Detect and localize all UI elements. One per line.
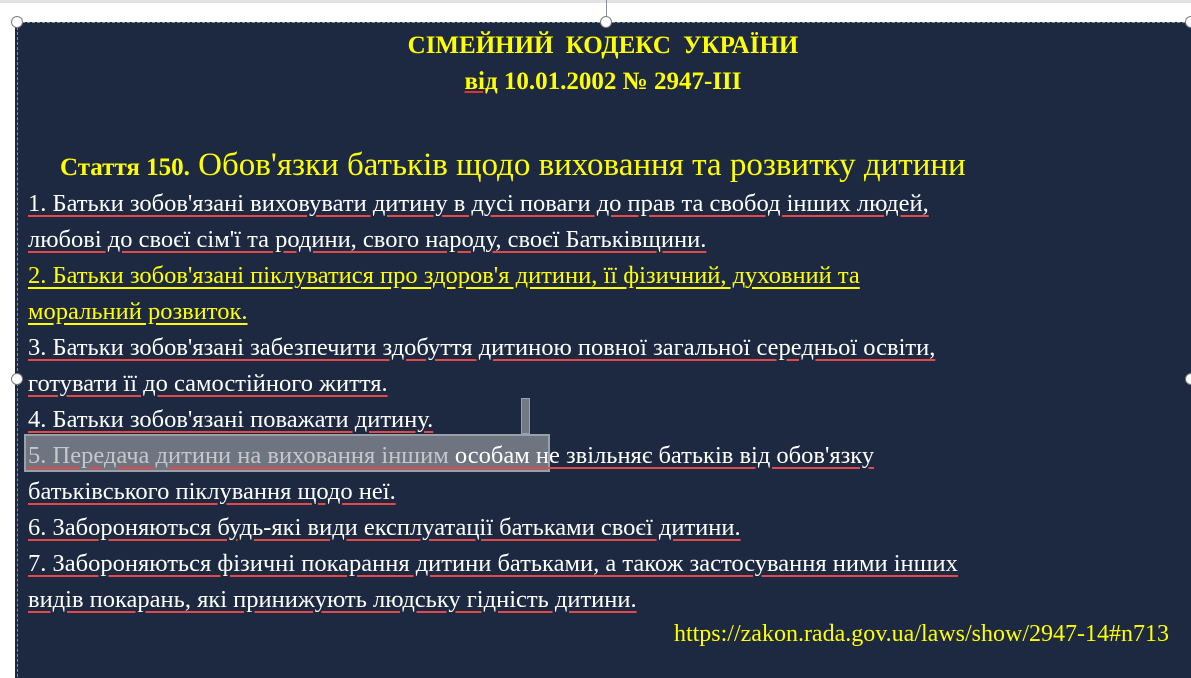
paragraph-7-line-2: видів покарань, які принижують людську гідність дитини.: [28, 586, 637, 613]
paragraph-6: 6. Забороняються будь-які види експлуатації батьками своєї дитини.: [28, 514, 741, 541]
article-number: Стаття 150.: [60, 154, 190, 181]
paragraph-2-line-1: 2. Батьки зобов'язані піклуватися про здоров'я дитини, її фізичний, духовний та: [28, 262, 860, 289]
selected-text[interactable]: 5. Передача дитини на виховання іншим: [28, 442, 449, 469]
code-title: СІМЕЙНИЙ КОДЕКС УКРАЇНИ: [407, 32, 799, 59]
paragraph-1-line-2: любові до своєї сім'ї та родини, свого народу, своєї Батьківщини.: [28, 226, 707, 253]
paragraph-4: 4. Батьки зобов'язані поважати дитину.: [28, 406, 434, 433]
article-body[interactable]: [28, 186, 1178, 618]
source-url: https://zakon.rada.gov.ua/laws/show/2947-14#n713: [673, 621, 1169, 647]
paragraph-1-line-1: 1. Батьки зобов'язані виховувати дитину в дусі поваги до прав та свобод інших людей,: [28, 190, 929, 217]
rotate-handle-line: [606, 0, 607, 17]
code-date-prefix: від: [464, 68, 498, 95]
code-date-line: [15, 67, 1191, 97]
paragraph-3-line-2: готувати її до самостійного життя.: [28, 370, 388, 397]
article-title: [60, 145, 966, 191]
resize-handle-top-right[interactable]: [1185, 16, 1191, 28]
resize-handle-middle-right[interactable]: [1185, 373, 1191, 385]
resize-handle-top-center[interactable]: [600, 16, 612, 28]
ribbon-edge: [0, 0, 1191, 3]
resize-handle-top-left[interactable]: [11, 16, 23, 28]
paragraph-3-line-1: 3. Батьки зобов'язані забезпечити здобуття дитиною повної загальної середньої освіти,: [28, 334, 936, 361]
paragraph-5-line-1: 5. Передача дитини на виховання іншим особам не звільняє батьків від обов'язку: [28, 442, 875, 469]
paragraph-5-line-2: батьківського піклування щодо неї.: [28, 478, 396, 505]
paragraph-7-line-1: 7. Забороняються фізичні покарання дитини батьками, а також застосування ними інших: [28, 550, 958, 577]
resize-handle-middle-left[interactable]: [11, 373, 23, 385]
article-heading: Обов'язки батьків щодо виховання та розвитку дитини: [189, 147, 966, 183]
code-date-rest: 10.01.2002 № 2947-ІІІ: [497, 68, 742, 95]
paragraph-2-line-2: моральний розвиток.: [28, 298, 248, 325]
